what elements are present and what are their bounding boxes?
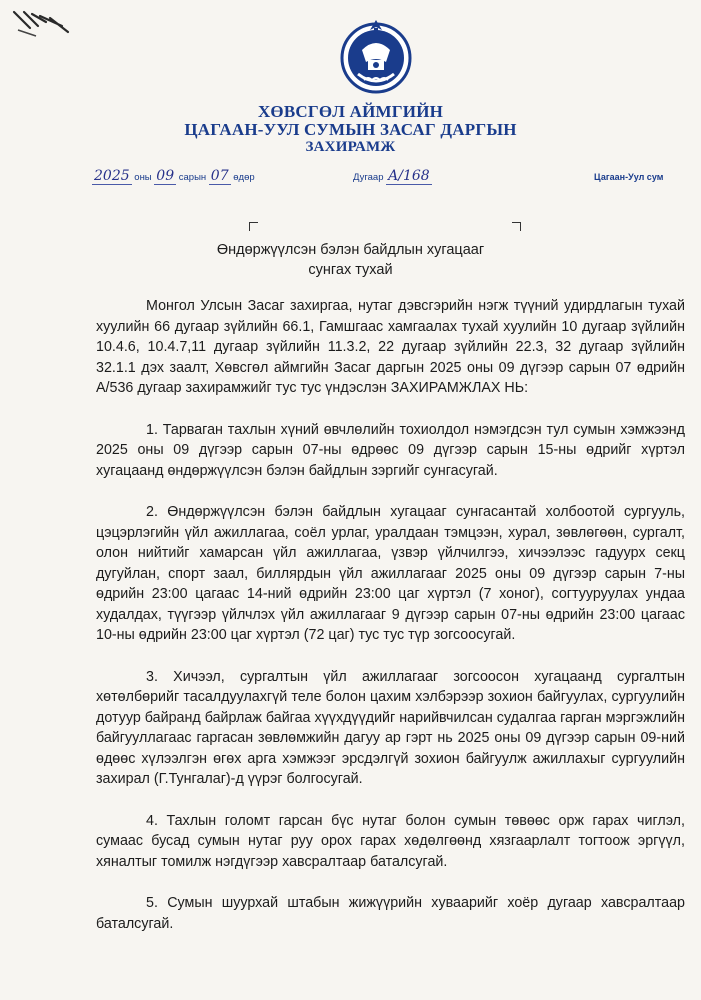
number-label: Дугаар bbox=[353, 172, 384, 183]
date-year-label: оны bbox=[134, 172, 152, 183]
document-type-heading: ЗАХИРАМЖ bbox=[305, 139, 396, 155]
title-bracket-left bbox=[249, 222, 258, 231]
document-place: Цагаан-Уул сум bbox=[594, 172, 664, 182]
document-body bbox=[96, 296, 685, 955]
order-item-1: 1. Тарваган тахлын хүний өвчлөлийн тохиолдол нэмэгдсэн тул сумын хэмжээнд 2025 оны 09 дүгээр сарын 07-ны өдрөөс 09 дүгээр сарын 15-ны өдрийг хүртэл хугацаанд өндөржүүлсэн бэлэн байдлын зэргийг сунгасугай. bbox=[96, 421, 685, 479]
org-name-line1: ХӨВСГӨЛ АЙМГИЙН bbox=[257, 102, 444, 121]
title-line2: сунгах тухай bbox=[308, 262, 393, 278]
corner-scribble-mark bbox=[10, 8, 72, 40]
preamble-paragraph: Монгол Улсын Засаг захиргаа, нутаг дэвсгэрийн нэгж түүний удирдлагын тухай хуулийн 66 дугаар зүйлийн 66.1, Гамшгаас хамгаалах тухай хуулийн 10 дугаар зүйлийн 10.4.6, 10.4.7,11 дугаар зүйлийн 11.3.2, 22 дугаар зүйлийн 22.3, 32 дугаар зүйлийн 32.1.1 дэх заалт, Хөвсгөл аймгийн Засаг даргын 2025 оны 09 дүгээр сарын 07 өдрийн А/536 дугаар захирамжийг тус тус үндэслэн ЗАХИРАМЖЛАХ НЬ: bbox=[96, 298, 685, 396]
document-number bbox=[353, 168, 432, 184]
date-month-label: сарын bbox=[178, 172, 207, 183]
order-item-2: 2. Өндөржүүлсэн бэлэн байдлын хугацааг сунгасантай холбоотой сургууль, цэцэрлэгийн үйл ажиллагаа, соёл урлаг, уралдаан тэмцээн, хурал, зөвлөгөөн, сургалт, олон нийтийг хамарсан үйл ажиллагаа, үзвэр үйлчилгээ, хичээлээс гадуурх секц дугуйлан, спорт заал, биллярдын үйл ажиллагааг 2025 оны 09 дүгээр сарын 7-ны өдрийн 23:00 цагаас 14-ний өдрийн 23:00 цаг хүртэл (7 хоног), согтууруулах ундаа худалдах, түүгээр үйлчлэх үйл ажиллагааг 9 дүгээр сарын 07-ны өдрийн 23:00 цагаас 10-ны өдрийн 23:00 цаг хүртэл (72 цаг) тус тус түр зогсоосугай. bbox=[96, 504, 685, 643]
org-name-line2: ЦАГААН-УУЛ СУМЫН ЗАСАГ ДАРГЫН bbox=[184, 120, 517, 139]
order-item-5: 5. Сумын шуурхай штабын жижүүрийн хуваарийг хоёр дугаар хавсралтаар баталсугай. bbox=[96, 895, 685, 932]
mongolia-state-emblem-icon bbox=[338, 14, 414, 98]
title-bracket-right bbox=[512, 222, 521, 231]
order-item-3: 3. Хичээл, сургалтын үйл ажиллагааг зогсоосон хугацаанд сургалтын хөтөлбөрийг тасалдуулахгүй теле болон цахим хэлбэрээр зохион байгуулах, сургуулийн дотуур байранд байрлаж байгаа хүүхдүүдийг нарийвчилсан судалгаа гарган мэргэжлийн байгууллагаас гаргасан зөвлөмжийн дагуу ар гэрт нь 2025 оны 09 дүгээр сарын 09-ний өдөөс хүлээлгэн өгөх арга хэмжээг эрсдэлгүй зохион байгуулж ажиллахыг сургуулийн захирал (Г.Тунгалаг)-д үүрэг болгосугай. bbox=[96, 668, 685, 787]
title-line1: Өндөржүүлсэн бэлэн байдлын хугацааг bbox=[216, 242, 485, 258]
document-title bbox=[0, 240, 701, 280]
date-year: 2025 bbox=[94, 168, 130, 184]
date-day: 07 bbox=[210, 168, 229, 184]
date-day-label: өдөр bbox=[233, 172, 255, 183]
number-value: A/168 bbox=[388, 168, 430, 184]
date-month: 09 bbox=[156, 168, 175, 184]
order-item-4: 4. Тахлын голомт гарсан бүс нутаг болон сумын төвөөс орж гарах чиглэл, сумаас бусад сумын нутаг руу орох гарах хөдөлгөөнд хязгаарлалт тогтоож эргүүл, хяналтыг томилж нэгдүгээр хавсралтаар баталсугай. bbox=[96, 812, 685, 870]
document-date bbox=[92, 168, 255, 184]
